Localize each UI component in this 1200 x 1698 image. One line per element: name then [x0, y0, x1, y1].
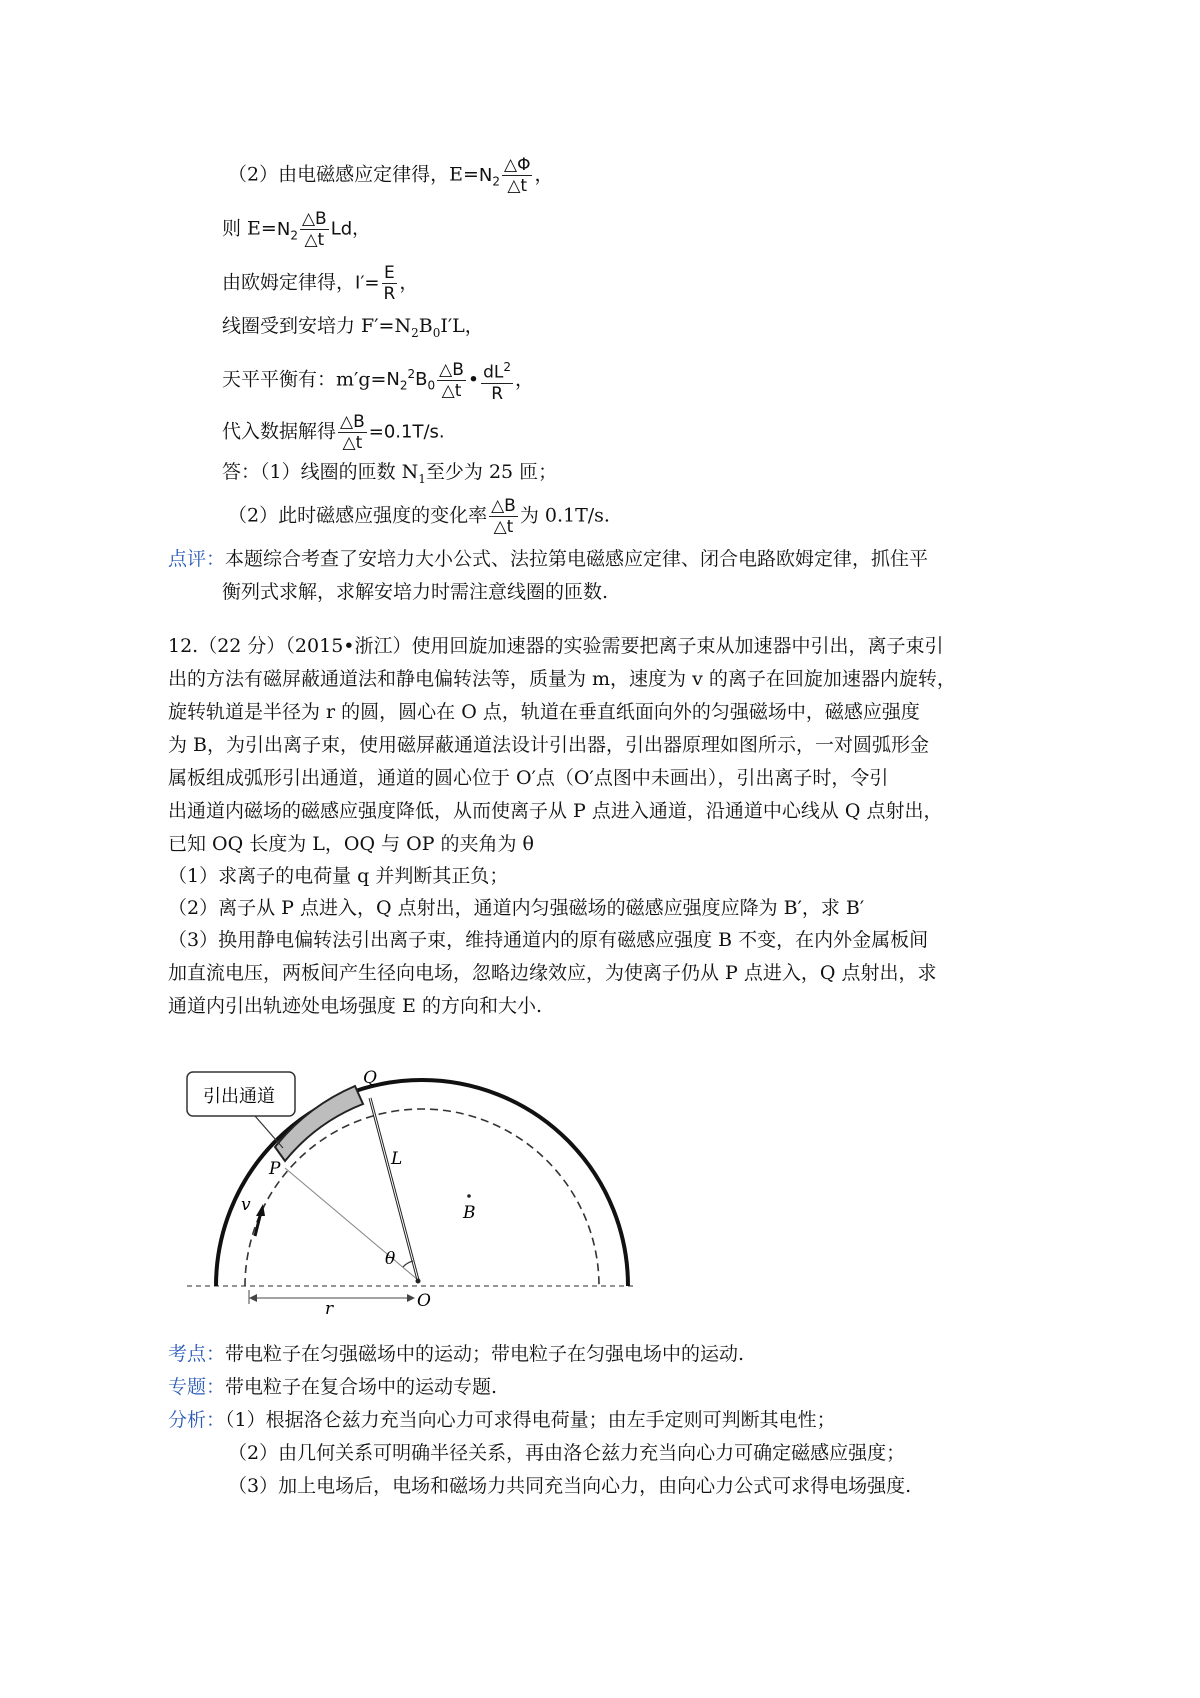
problem-line: 加直流电压，两板间产生径向电场，忽略边缘效应，为使离子仍从 P 点进入，Q 点射出，求	[168, 962, 937, 984]
answer-1-line: 答：（1）线圈的匝数 $N_1$至少为 25 匝；	[222, 461, 558, 486]
label-b: B	[463, 1203, 476, 1223]
then-e-line	[222, 209, 370, 250]
center-point	[416, 1279, 421, 1284]
comment-line-1: 点评：本题综合考查了安培力大小公式、法拉第电磁感应定律、闭合电路欧姆定律，抓住平	[168, 548, 929, 570]
fraction-dl2-over-r: $\frac{dL^2}{R}$	[481, 357, 513, 404]
ohm-law-line: 由欧姆定律得，I′= $\frac{E}{R}$ ，	[222, 263, 419, 304]
fraction-e-over-r: $\frac{E}{R}$	[383, 263, 396, 304]
then-e-label: 则 E=	[222, 217, 277, 240]
problem-line: 出通道内磁场的磁感应强度降低，从而使离子从 P 点进入通道，沿通道中心线从 Q 点射出，	[168, 800, 943, 822]
problem-line: 旋转轨道是半径为 r 的圆，圆心在 O 点，轨道在垂直纸面向外的匀强磁场中，磁感应强度	[168, 701, 920, 723]
balance-n2-squared: $N_2^2B_0$	[386, 367, 436, 393]
problem-question-3: （3）换用静电偏转法引出离子束，维持通道内的原有磁感应强度 B 不变，在内外金属板间	[168, 929, 929, 951]
label-p: P	[269, 1159, 281, 1179]
multiply-dot: •	[467, 368, 480, 391]
fraction-delta-b-over-delta-t: $\frac{\triangle B}{\triangle t}$	[301, 209, 327, 250]
label-r: r	[325, 1299, 334, 1319]
solve-value: =0.1T/s.	[368, 421, 445, 443]
problem-line: 通道内引出轨迹处电场强度 E 的方向和大小.	[168, 995, 542, 1017]
problem-line: 已知 OQ 长度为 L，OQ 与 OP 的夹角为 θ	[168, 833, 535, 855]
line-op	[285, 1168, 418, 1280]
fraction-delta-b-over-delta-t: $\frac{\triangle B}{\triangle t}$	[340, 412, 365, 453]
solve-line	[222, 412, 445, 453]
label-q: Q	[363, 1068, 377, 1088]
kaodian-line: 考点：带电粒子在匀强磁场中的运动；带电粒子在匀强电场中的运动.	[168, 1343, 745, 1365]
fraction-delta-b-over-delta-t: $\frac{\triangle B}{\triangle t}$	[439, 359, 464, 401]
problem-question-1: （1）求离子的电荷量 q 并判断其正负；	[168, 865, 509, 887]
problem-line: 为 B，为引出离子束，使用磁屏蔽通道法设计引出器，引出器原理如图所示，一对圆弧形金	[168, 734, 930, 756]
label-theta: θ	[385, 1249, 396, 1269]
problem-line: 属板组成弧形引出通道，通道的圆心位于 O′点（O′点图中未画出），引出离子时，令引	[168, 767, 889, 789]
theta-arc	[403, 1261, 413, 1267]
b-dot	[467, 1194, 471, 1198]
n2-symbol: $N_2$	[478, 164, 500, 189]
problem-line: 出的方法有磁屏蔽通道法和静电偏转法等，质量为 m，速度为 v 的离子在回旋加速器内旋转，	[168, 668, 956, 690]
fraction-delta-b-over-delta-t: $\frac{\triangle B}{\triangle t}$	[491, 496, 516, 537]
comment-line-2: 衡列式求解，求解安培力时需注意线圈的匝数.	[222, 581, 609, 603]
ld-text: Ld，	[330, 218, 371, 240]
fenxi-line-3: （3）加上电场后，电场和磁场力共同充当向心力，由向心力公式可求得电场强度.	[228, 1475, 912, 1497]
balance-line: 天平平衡有：$m'g=N_2^2B_0$ $\frac{\triangle B}{\triangle t}$ • $\frac{dL^2}{R}$ ，	[222, 357, 534, 404]
fenxi-line-2: （2）由几何关系可明确半径关系，再由洛仑兹力充当向心力可确定磁感应强度；	[228, 1442, 906, 1464]
callout-pointer	[255, 1116, 283, 1148]
fraction-delta-phi-over-delta-t: $\frac{\triangle\Phi}{\triangle t}$	[504, 155, 531, 196]
i-prime-symbol: I′=	[355, 272, 380, 294]
label-o: O	[417, 1291, 431, 1311]
fenxi-label: 分析：	[168, 1409, 226, 1431]
zhuanti-line: 专题：带电粒子在复合场中的运动专题.	[168, 1376, 498, 1398]
zhuanti-label: 专题：	[168, 1376, 226, 1398]
solve-label: 代入数据解得	[222, 420, 337, 443]
solution-part2-intro: （2）由电磁感应定律得，E=	[228, 163, 479, 186]
callout-label: 引出通道	[203, 1086, 275, 1107]
label-v: v	[241, 1195, 251, 1215]
ampere-force-line: 线圈受到安培力 $F'=N_2B_0I'L$，	[222, 315, 484, 340]
cyclotron-extraction-diagram	[185, 1068, 635, 1323]
problem-line: 12.（22 分）（2015•浙江）使用回旋加速器的实验需要把离子束从加速器中引出，离子束引	[168, 635, 944, 657]
radius-arrow-left	[249, 1294, 257, 1302]
n2-symbol: $N_2$	[276, 218, 298, 243]
answer-2-line: （2）此时磁感应强度的变化率 $\frac{\triangle B}{\triangle t}$ 为 0.1T/s.	[228, 496, 610, 537]
balance-label: 天平平衡有：m′g=	[222, 368, 387, 391]
problem-question-2: （2）离子从 P 点进入，Q 点射出，通道内匀强磁场的磁感应强度应降为 B′，求 B′	[168, 897, 865, 919]
kaodian-label: 考点：	[168, 1343, 226, 1365]
fenxi-line: 分析：（1）根据洛仑兹力充当向心力可求得电荷量；由左手定则可判断其电性；	[168, 1409, 836, 1431]
radius-arrow-right	[407, 1294, 415, 1302]
label-l: L	[391, 1149, 403, 1169]
ohm-law-label: 由欧姆定律得，	[222, 271, 356, 294]
comment-label: 点评：	[168, 548, 226, 570]
solution-part2-line: （2）由电磁感应定律得，$E=N_2$ $\frac{\triangle\Phi}{\triangle t}$ ，	[228, 155, 554, 196]
